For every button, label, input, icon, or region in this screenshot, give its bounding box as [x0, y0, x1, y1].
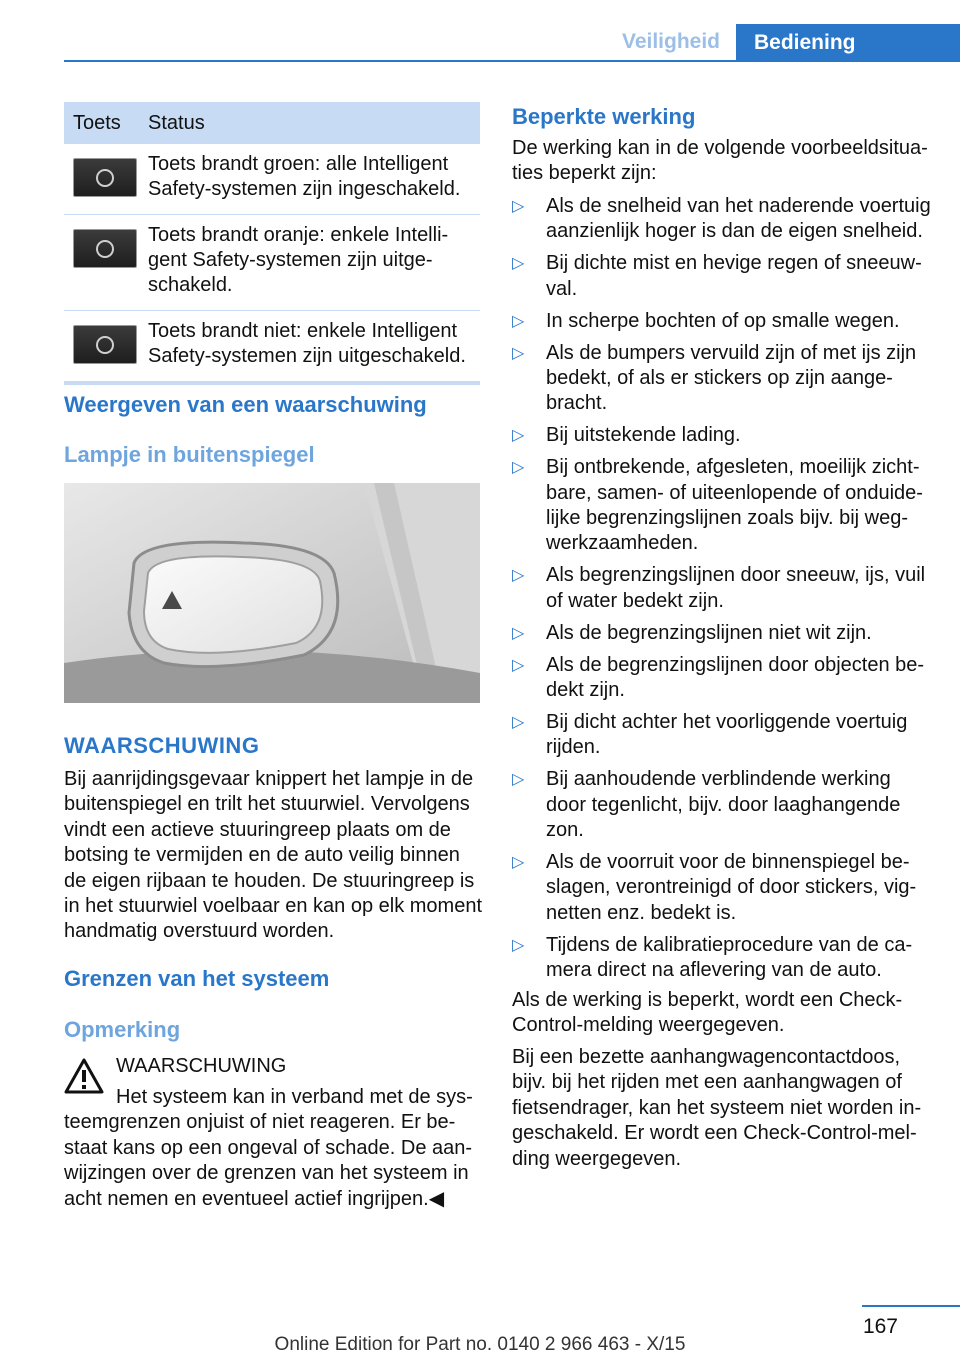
note-text: Het systeem kan in verband met de sys-teemgrenzen onjuist of niet reageren. Er be-staat kans op een ongeval of schade. De aan-wijzingen over de grenzen van het systeem in acht nemen en eventueel actief ingrijpen.◀	[64, 1086, 473, 1210]
edition-footer: Online Edition for Part no. 0140 2 966 463 - X/15	[274, 1334, 686, 1355]
bullet-arrow-icon: ▷	[512, 771, 525, 789]
bullet-arrow-icon: ▷	[512, 936, 525, 954]
list-item: ▷ Bij dicht achter het voorliggende voertuig rijden.	[512, 710, 908, 759]
list-item: ▷ Bij uitstekende lading.	[512, 423, 932, 448]
mirror-illustration	[64, 483, 480, 703]
table-cell-status: Toets brandt oranje: enkele Intelli-gent Safety-systemen zijn uitge-schakeld.	[148, 224, 449, 296]
bullet-arrow-icon: ▷	[512, 624, 525, 642]
safety-button-icon	[73, 325, 137, 364]
table-header	[64, 102, 480, 144]
status-table	[64, 102, 480, 385]
bullet-arrow-icon: ▷	[512, 567, 525, 585]
footer-rule	[862, 1305, 960, 1307]
bullet-arrow-icon: ▷	[512, 713, 525, 731]
warning-title: WAARSCHUWING	[64, 733, 260, 758]
list-item: ▷ Tijdens de kalibratieprocedure van de ca-mera direct na aflevering van de auto.	[512, 933, 913, 981]
list-item: ▷ Bij dichte mist en hevige regen of sneeuw-val.	[512, 252, 922, 300]
table-cell-status: Toets brandt niet: enkele Intelligent Safety-systemen zijn uitgeschakeld.	[148, 320, 466, 367]
header-rule	[64, 60, 960, 62]
list-item: ▷ Als de snelheid van het naderende voertuig aanzienlijk hoger is dan de eigen snelheid.	[512, 195, 931, 243]
table-row	[64, 311, 480, 381]
list-item: ▷ Bij ontbrekende, afgesleten, moeilijk zicht-bare, samen- of uiteenlopende of onduide-lijke begrenzingslijnen zoals bijv. bij weg-werkzaamheden.	[512, 456, 923, 555]
table-header-status: Status	[148, 111, 205, 134]
table-cell-status: Toets brandt groen: alle Intelligent Safety-systemen zijn ingeschakeld.	[148, 153, 461, 200]
heading-warning-display: Weergeven van een waarschuwing	[64, 392, 427, 417]
paragraph-trailer: Bij een bezette aanhangwagencontactdoos, bijv. bij het rijden met een aanhangwagen of fietsendrager, kan het systeem niet worden in-geschakeld. Er wordt een Check-Control-mel-ding weergegeven.	[512, 1046, 922, 1170]
heading-note: Opmerking	[64, 1017, 181, 1042]
safety-button-icon	[73, 158, 137, 197]
heading-mirror-lamp: Lampje in buitenspiegel	[64, 442, 315, 467]
list-item: ▷ Als begrenzingslijnen door sneeuw, ijs, vuil of water bedekt zijn.	[512, 564, 926, 612]
header-tab-bediening[interactable]: Bediening	[736, 24, 960, 62]
paragraph-check-control: Als de werking is beperkt, wordt een Check-Control-melding weergegeven.	[512, 989, 903, 1037]
heading-system-limits: Grenzen van het systeem	[64, 966, 330, 991]
page-number: 167	[862, 1315, 898, 1338]
bullet-arrow-icon: ▷	[512, 459, 525, 477]
table-row	[64, 144, 480, 215]
bullet-arrow-icon: ▷	[512, 198, 525, 215]
list-item: ▷ Als de bumpers vervuild zijn of met ijs zijn bedekt, of als er stickers op zijn aange-bracht.	[512, 341, 917, 415]
bullet-arrow-icon: ▷	[512, 255, 525, 273]
list-item: ▷ Bij aanhoudende verblindende werking door tegenlicht, bijv. door laaghangende zon.	[512, 768, 901, 841]
bullet-arrow-icon: ▷	[512, 344, 525, 362]
list-item: ▷ In scherpe bochten of op smalle wegen.	[512, 309, 932, 334]
intro-text: De werking kan in de volgende voorbeeldsitua-ties beperkt zijn:	[512, 137, 928, 185]
list-item: ▷ Als de begrenzingslijnen door objecten be-dekt zijn.	[512, 653, 925, 701]
bullet-arrow-icon: ▷	[512, 312, 525, 330]
safety-button-icon	[73, 229, 137, 268]
bullet-arrow-icon: ▷	[512, 656, 525, 674]
list-item: ▷ Als de voorruit voor de binnenspiegel be-slagen, verontreinigd of door stickers, vig-netten enz. bedekt is.	[512, 850, 917, 924]
warning-text: Bij aanrijdingsgevaar knippert het lampje in de buitenspiegel en trilt het stuurwiel. Vervolgens vindt een actieve stuuringreep plaats om de botsing te vermijden en de auto veilig binnen de eigen rijbaan te houden. De stuuringreep is in het stuurwiel voelbaar en kan op elk moment handmatig overstuurd worden.	[64, 768, 483, 943]
table-header-toets: Toets	[73, 111, 121, 134]
table-row	[64, 215, 480, 311]
header-tab-veiligheid[interactable]: Veiligheid	[621, 30, 721, 53]
note-title: WAARSCHUWING	[116, 1055, 287, 1077]
bullet-arrow-icon: ▷	[512, 427, 525, 445]
bullet-arrow-icon: ▷	[512, 853, 525, 871]
limitation-list	[512, 194, 932, 990]
list-item: ▷ Als de begrenzingslijnen niet wit zijn.	[512, 621, 932, 646]
heading-limited-operation: Beperkte werking	[512, 104, 696, 129]
